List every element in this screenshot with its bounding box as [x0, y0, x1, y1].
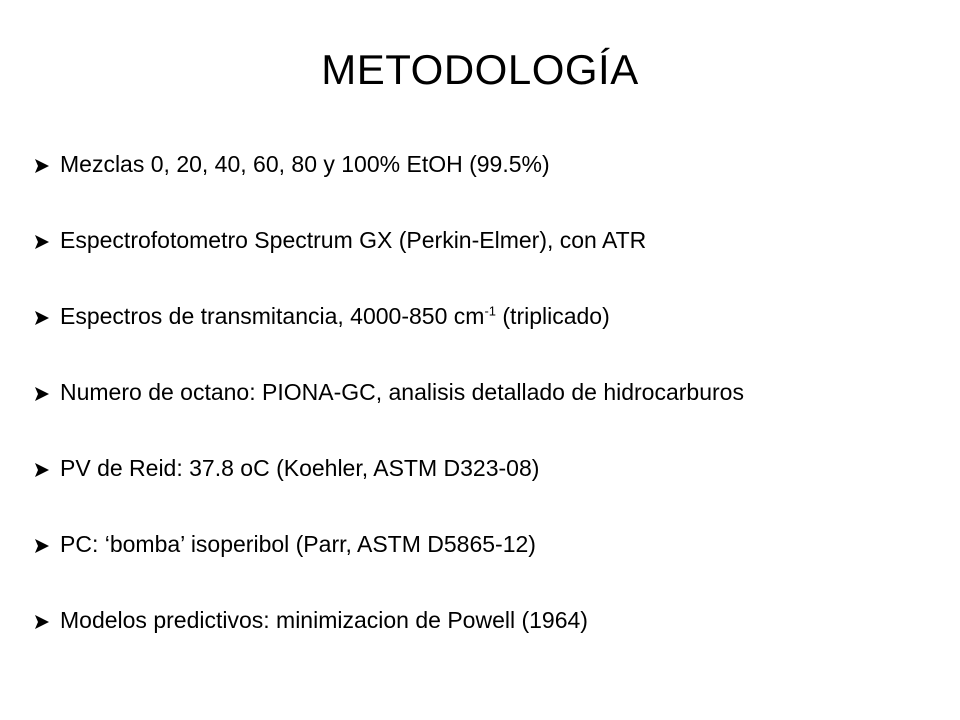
bullet-text: [60, 294, 610, 338]
list-item: [34, 370, 944, 446]
bullet-text: PC: ‘bomba’ isoperibol (Parr, ASTM D5865-12): [60, 531, 536, 557]
superscript: -1: [484, 303, 496, 319]
list-item: [34, 218, 944, 294]
list-item: [34, 446, 944, 522]
arrowhead-bullet-icon: [34, 218, 60, 262]
arrowhead-bullet-icon: [34, 294, 60, 338]
arrowhead-bullet-icon: [34, 522, 60, 566]
arrowhead-bullet-icon: [34, 598, 60, 642]
arrowhead-bullet-icon: [34, 370, 60, 414]
bullet-text-main: Espectros de transmitancia, 4000-850 cm: [60, 303, 485, 329]
bullet-list: [34, 142, 944, 674]
bullet-text: Modelos predictivos: minimizacion de Powell (1964): [60, 607, 588, 633]
bullet-text: PV de Reid: 37.8 oC (Koehler, ASTM D323-08): [60, 455, 540, 481]
bullet-text: Mezclas 0, 20, 40, 60, 80 y 100% EtOH (99.5%): [60, 151, 550, 177]
bullet-text-tail: (triplicado): [496, 303, 610, 329]
list-item: [34, 522, 944, 598]
list-item: [34, 294, 944, 370]
bullet-text: Numero de octano: PIONA-GC, analisis detallado de hidrocarburos: [60, 379, 744, 405]
arrowhead-bullet-icon: [34, 446, 60, 490]
bullet-text: Espectrofotometro Spectrum GX (Perkin-Elmer), con ATR: [60, 227, 647, 253]
list-item: [34, 142, 944, 218]
list-item: [34, 598, 944, 674]
arrowhead-bullet-icon: [34, 142, 60, 186]
slide-title: METODOLOGÍA: [321, 46, 639, 93]
